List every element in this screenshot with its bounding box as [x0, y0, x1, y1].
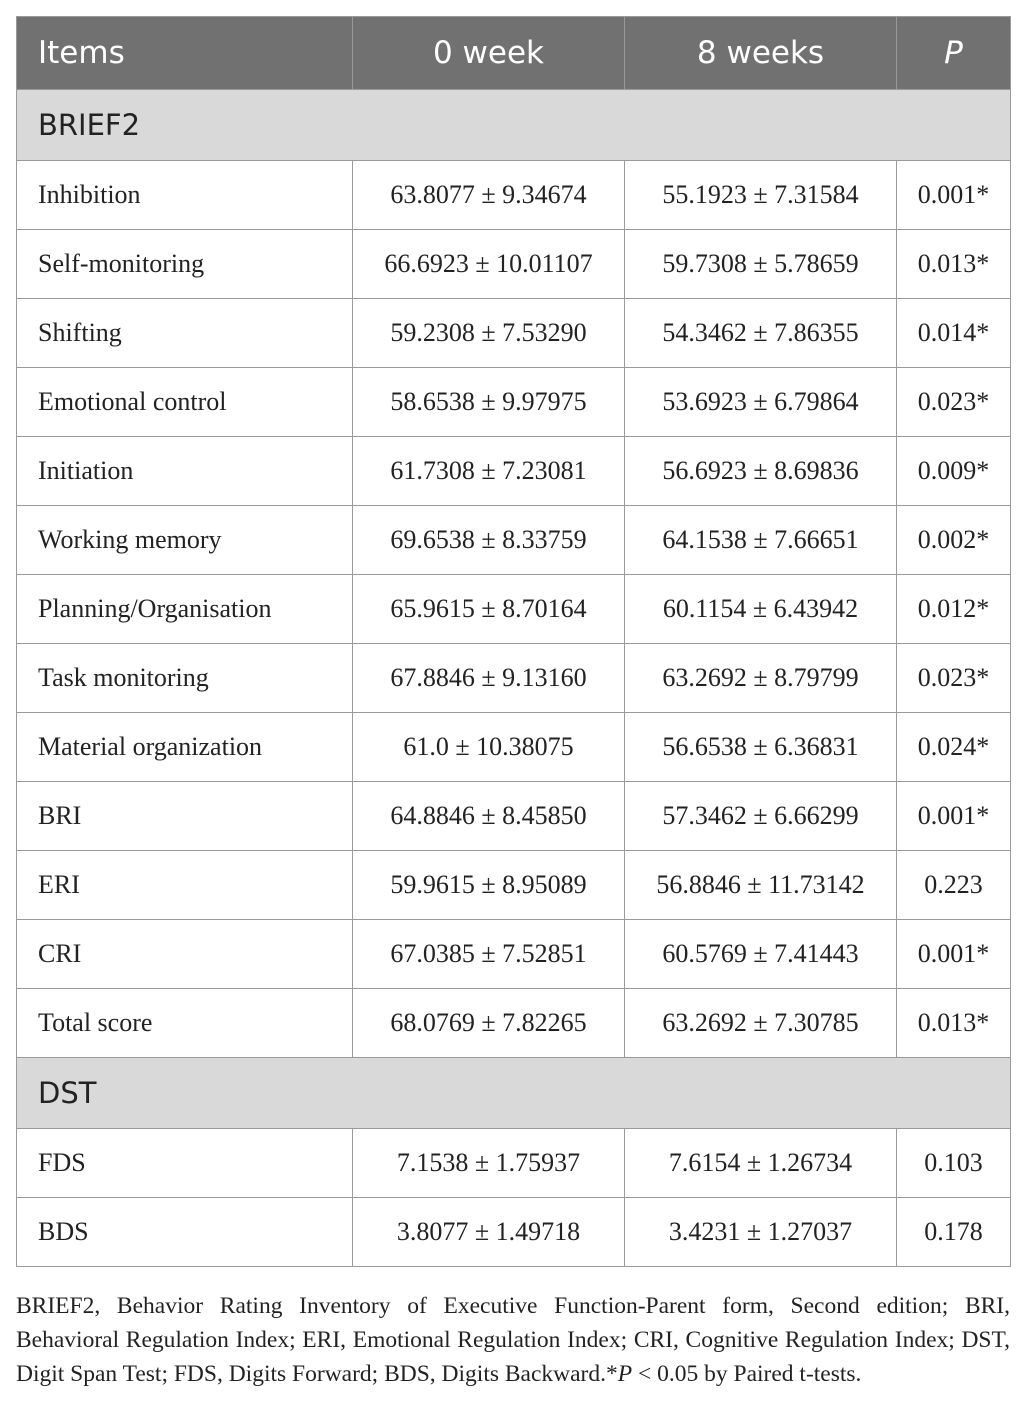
- cell-week0: 61.0 ± 10.38075: [353, 713, 625, 782]
- cell-p: 0.001*: [897, 161, 1011, 230]
- cell-item: FDS: [17, 1129, 353, 1198]
- cell-week0: 3.8077 ± 1.49718: [353, 1198, 625, 1267]
- cell-week8: 55.1923 ± 7.31584: [625, 161, 897, 230]
- cell-item: CRI: [17, 920, 353, 989]
- cell-item: Working memory: [17, 506, 353, 575]
- table-header: [17, 17, 1011, 90]
- cell-p: 0.023*: [897, 368, 1011, 437]
- table-footnote: [16, 1289, 1010, 1391]
- cell-p: 0.013*: [897, 230, 1011, 299]
- cell-item: Self-monitoring: [17, 230, 353, 299]
- cell-week8: 57.3462 ± 6.66299: [625, 782, 897, 851]
- table-row: [17, 161, 1011, 230]
- header-row: [17, 17, 1011, 90]
- cell-week8: 53.6923 ± 6.79864: [625, 368, 897, 437]
- footnote-text: BRIEF2, Behavior Rating Inventory of Executive Function-Parent form, Second edition; BRI, Behavioral Regulation Index; ERI, Emotional Regulation Index; CRI, Cognitive Regulation Index; DST, Digit Span Test; FDS, Digits Forward; BDS, Digits Backward.: [16, 1293, 1010, 1387]
- table-row: [17, 575, 1011, 644]
- cell-week0: 7.1538 ± 1.75937: [353, 1129, 625, 1198]
- cell-p: 0.024*: [897, 713, 1011, 782]
- cell-p: 0.223: [897, 851, 1011, 920]
- cell-p: 0.014*: [897, 299, 1011, 368]
- cell-item: Total score: [17, 989, 353, 1058]
- cell-week8: 54.3462 ± 7.86355: [625, 299, 897, 368]
- cell-item: BRI: [17, 782, 353, 851]
- table-row: [17, 713, 1011, 782]
- cell-week0: 69.6538 ± 8.33759: [353, 506, 625, 575]
- document: [16, 16, 1010, 1391]
- section-row: [17, 90, 1011, 161]
- cell-p: 0.001*: [897, 782, 1011, 851]
- cell-item: Task monitoring: [17, 644, 353, 713]
- footnote-p-symbol: P: [617, 1361, 633, 1387]
- cell-item: Shifting: [17, 299, 353, 368]
- header-items: Items: [17, 17, 353, 90]
- table-row: [17, 299, 1011, 368]
- footnote-star: *: [606, 1361, 618, 1387]
- cell-item: ERI: [17, 851, 353, 920]
- cell-p: 0.103: [897, 1129, 1011, 1198]
- header-week8: 8 weeks: [625, 17, 897, 90]
- table-row: [17, 368, 1011, 437]
- cell-week8: 56.6923 ± 8.69836: [625, 437, 897, 506]
- cell-week0: 59.2308 ± 7.53290: [353, 299, 625, 368]
- table-row: [17, 506, 1011, 575]
- cell-week8: 56.6538 ± 6.36831: [625, 713, 897, 782]
- table-row: [17, 920, 1011, 989]
- cell-week8: 59.7308 ± 5.78659: [625, 230, 897, 299]
- header-p: P: [897, 17, 1011, 90]
- cell-week8: 63.2692 ± 7.30785: [625, 989, 897, 1058]
- section-row: [17, 1058, 1011, 1129]
- cell-week0: 68.0769 ± 7.82265: [353, 989, 625, 1058]
- cell-week0: 58.6538 ± 9.97975: [353, 368, 625, 437]
- header-week0: 0 week: [353, 17, 625, 90]
- cell-item: Material organization: [17, 713, 353, 782]
- cell-week0: 67.8846 ± 9.13160: [353, 644, 625, 713]
- cell-week8: 3.4231 ± 1.27037: [625, 1198, 897, 1267]
- cell-week0: 63.8077 ± 9.34674: [353, 161, 625, 230]
- table-body: [17, 90, 1011, 1267]
- table-row: [17, 230, 1011, 299]
- cell-item: BDS: [17, 1198, 353, 1267]
- cell-week0: 61.7308 ± 7.23081: [353, 437, 625, 506]
- table-row: [17, 851, 1011, 920]
- section-title: BRIEF2: [17, 90, 1011, 161]
- table-row: [17, 782, 1011, 851]
- cell-p: 0.001*: [897, 920, 1011, 989]
- cell-week0: 67.0385 ± 7.52851: [353, 920, 625, 989]
- results-table: [16, 16, 1011, 1267]
- cell-week8: 60.5769 ± 7.41443: [625, 920, 897, 989]
- cell-item: Inhibition: [17, 161, 353, 230]
- cell-item: Initiation: [17, 437, 353, 506]
- cell-week8: 56.8846 ± 11.73142: [625, 851, 897, 920]
- cell-p: 0.012*: [897, 575, 1011, 644]
- cell-week0: 66.6923 ± 10.01107: [353, 230, 625, 299]
- table-row: [17, 1198, 1011, 1267]
- cell-p: 0.178: [897, 1198, 1011, 1267]
- table-row: [17, 1129, 1011, 1198]
- cell-week0: 65.9615 ± 8.70164: [353, 575, 625, 644]
- table-row: [17, 989, 1011, 1058]
- cell-p: 0.009*: [897, 437, 1011, 506]
- cell-week8: 64.1538 ± 7.66651: [625, 506, 897, 575]
- cell-item: Emotional control: [17, 368, 353, 437]
- cell-week8: 63.2692 ± 8.79799: [625, 644, 897, 713]
- cell-p: 0.002*: [897, 506, 1011, 575]
- cell-week0: 64.8846 ± 8.45850: [353, 782, 625, 851]
- cell-p: 0.023*: [897, 644, 1011, 713]
- cell-item: Planning/Organisation: [17, 575, 353, 644]
- cell-week8: 7.6154 ± 1.26734: [625, 1129, 897, 1198]
- cell-week8: 60.1154 ± 6.43942: [625, 575, 897, 644]
- cell-p: 0.013*: [897, 989, 1011, 1058]
- table-row: [17, 644, 1011, 713]
- cell-week0: 59.9615 ± 8.95089: [353, 851, 625, 920]
- section-title: DST: [17, 1058, 1011, 1129]
- table-row: [17, 437, 1011, 506]
- footnote-tail: < 0.05 by Paired t-tests.: [632, 1361, 862, 1387]
